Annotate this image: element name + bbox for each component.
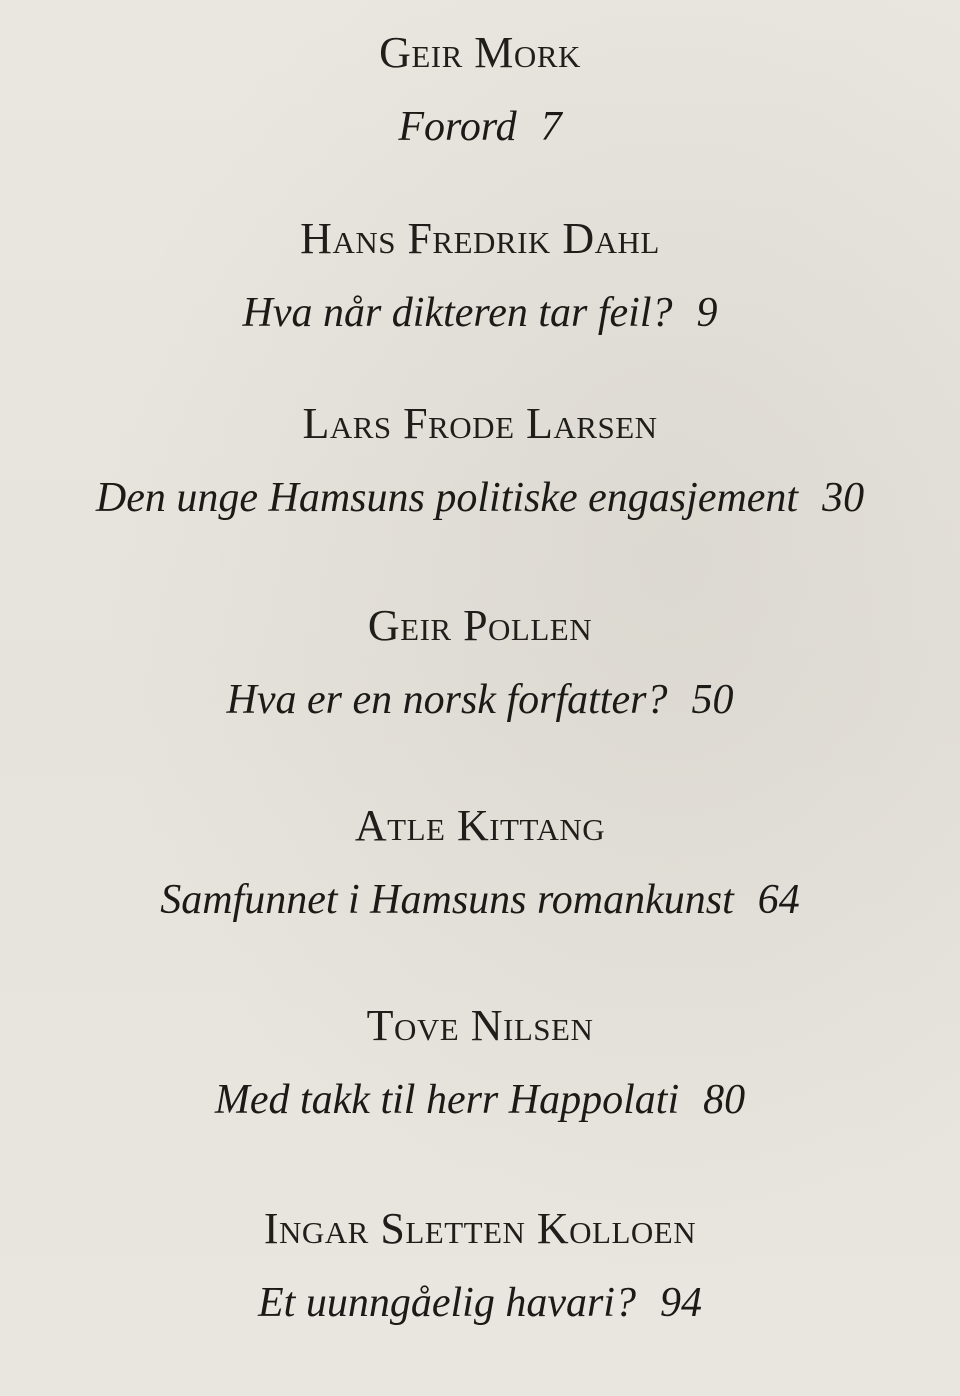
page-number: 7 (540, 104, 562, 150)
chapter-title: Den unge Hamsuns politiske engasjement (95, 475, 799, 521)
toc-entry (0, 800, 960, 926)
toc-entry (0, 398, 960, 524)
chapter-line (0, 1074, 960, 1126)
toc-entry (0, 213, 960, 339)
chapter-line (0, 1277, 960, 1329)
page-number: 9 (696, 290, 718, 336)
author-name: Tove Nilsen (366, 1001, 594, 1050)
chapter-line (0, 472, 960, 524)
author-name: Geir Mork (379, 28, 581, 77)
author-name: Geir Pollen (367, 601, 593, 650)
chapter-title: Samfunnet i Hamsuns romankunst (160, 877, 734, 923)
page-number: 64 (757, 877, 800, 923)
chapter-title: Hva når dikteren tar feil? (242, 290, 673, 336)
page-number: 30 (822, 475, 865, 521)
chapter-line (0, 101, 960, 153)
page-number: 50 (691, 677, 734, 723)
toc-entry (0, 1203, 960, 1329)
chapter-title: Med takk til herr Happolati (214, 1077, 680, 1123)
page-number: 94 (659, 1280, 702, 1326)
author-name: Lars Frode Larsen (302, 399, 658, 448)
chapter-line (0, 287, 960, 339)
chapter-title: Et uunngåelig havari? (258, 1280, 636, 1326)
chapter-title: Forord (398, 104, 517, 150)
chapter-title: Hva er en norsk forfatter? (226, 677, 668, 723)
chapter-line (0, 674, 960, 726)
author-name: Atle Kittang (354, 801, 606, 850)
author-name: Hans Fredrik Dahl (300, 214, 660, 263)
page-number: 80 (703, 1077, 746, 1123)
chapter-line (0, 874, 960, 926)
toc-entry (0, 1000, 960, 1126)
toc-entry (0, 600, 960, 726)
author-name: Ingar Sletten Kolloen (263, 1204, 697, 1253)
toc-entry (0, 27, 960, 153)
